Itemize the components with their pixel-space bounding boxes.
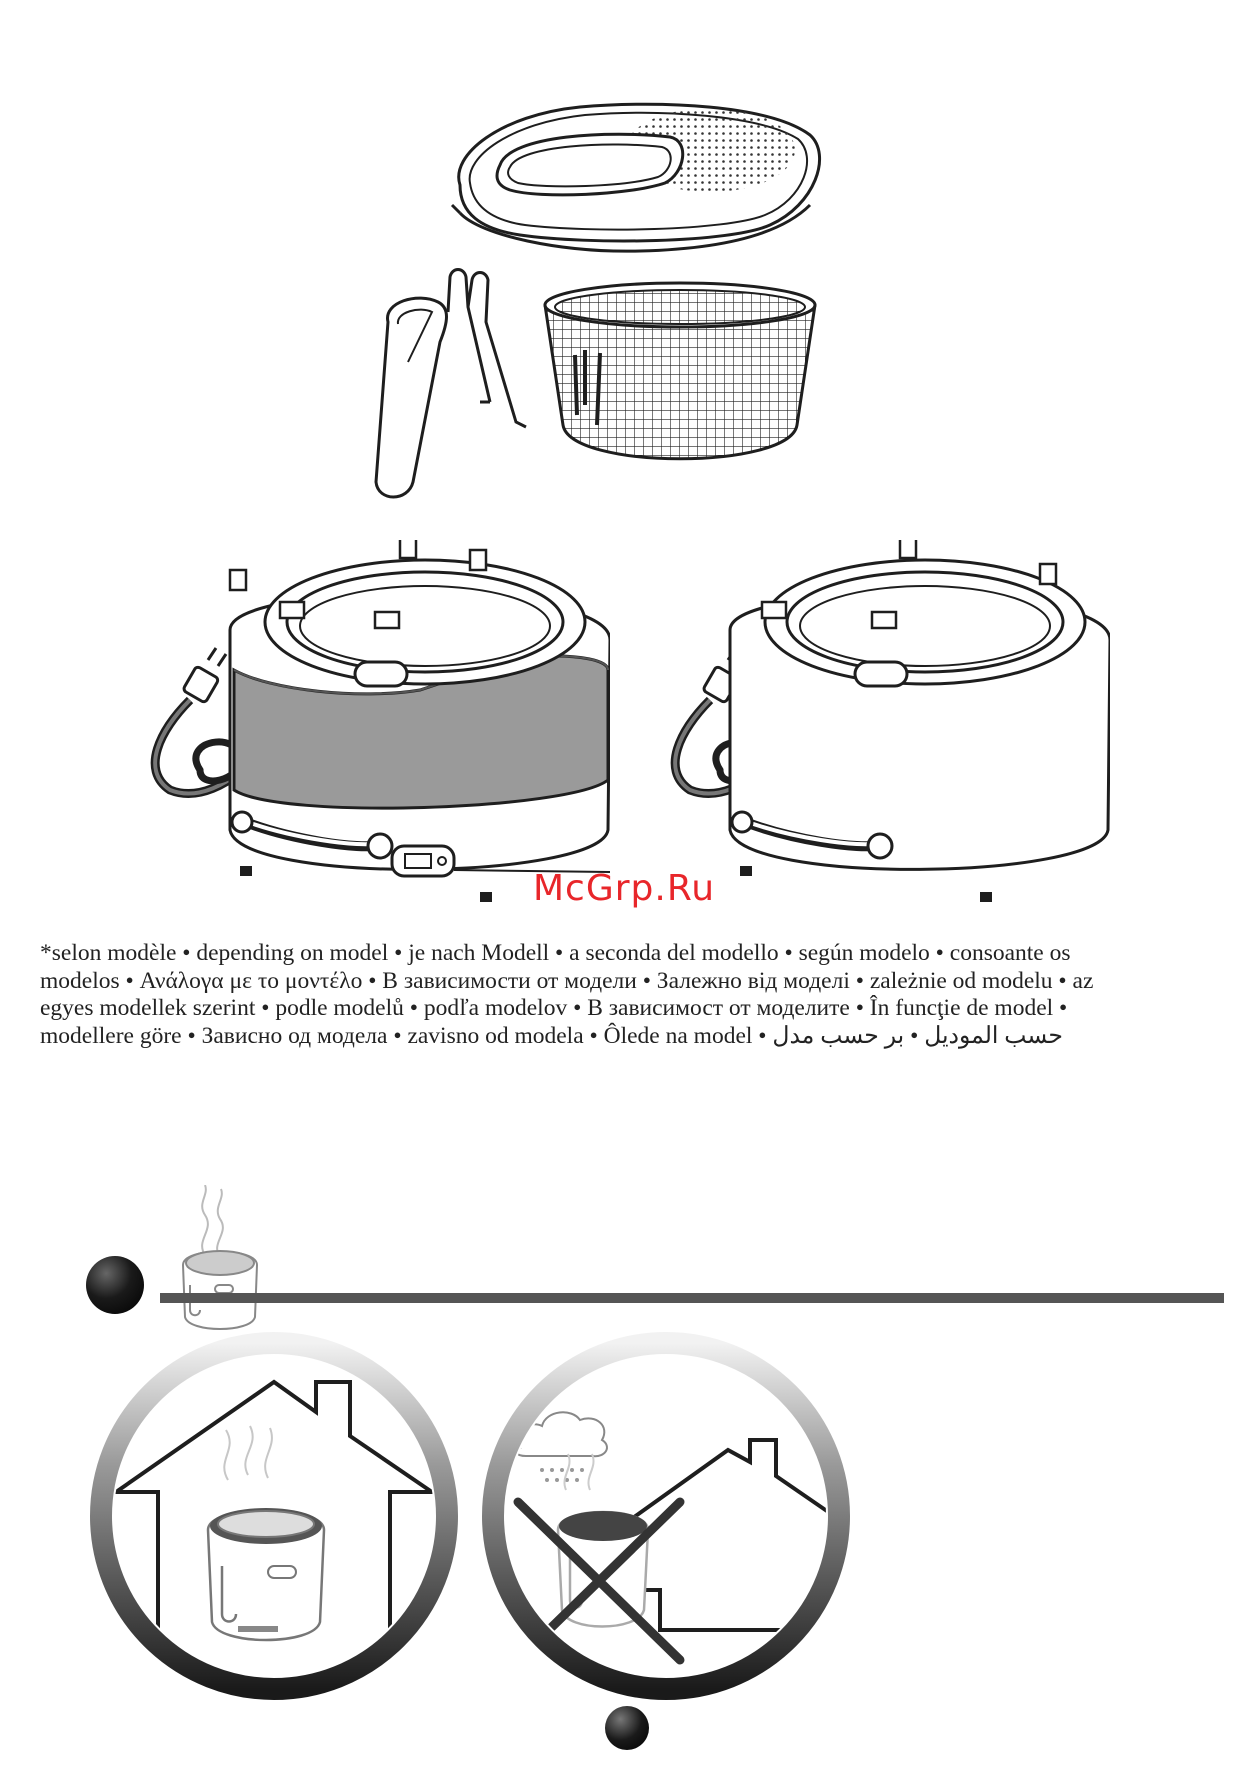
caption-line: modelos • Ανάλογα με το μοντέλο • В зависимости от модели • Залежно від моделі • zależnie od modelu • az — [40, 967, 1094, 994]
handle-illustration — [368, 262, 538, 502]
model-variant-caption — [40, 940, 1220, 1050]
caption-line: *selon modèle • depending on model • je nach Modell • a seconda del modello • según modelo • consoante os — [40, 940, 1071, 966]
fryer-white-illustration — [650, 540, 1110, 920]
page-number-badge — [605, 1706, 649, 1750]
lid-illustration — [440, 95, 830, 255]
fryer-stainless-illustration — [130, 540, 610, 920]
section-rule — [160, 1293, 1224, 1303]
step-badge — [86, 1256, 144, 1314]
caption-line: egyes modellek szerint • podle modelů • podľa modelov • В зависимост от моделите • În funcţie de model • — [40, 995, 1068, 1021]
indoor-use-panel — [88, 1330, 460, 1702]
fryer-smoke-icon — [175, 1185, 265, 1335]
outdoor-use-forbidden-panel — [480, 1330, 852, 1702]
caption-line: modellere göre • Зависно од модела • zavisno od modela • Ôlede na model • حسب الموديل • بر حسب مدل — [40, 1022, 1063, 1049]
watermark-text: McGrp.Ru — [533, 868, 716, 909]
frying-basket-illustration — [535, 275, 825, 475]
